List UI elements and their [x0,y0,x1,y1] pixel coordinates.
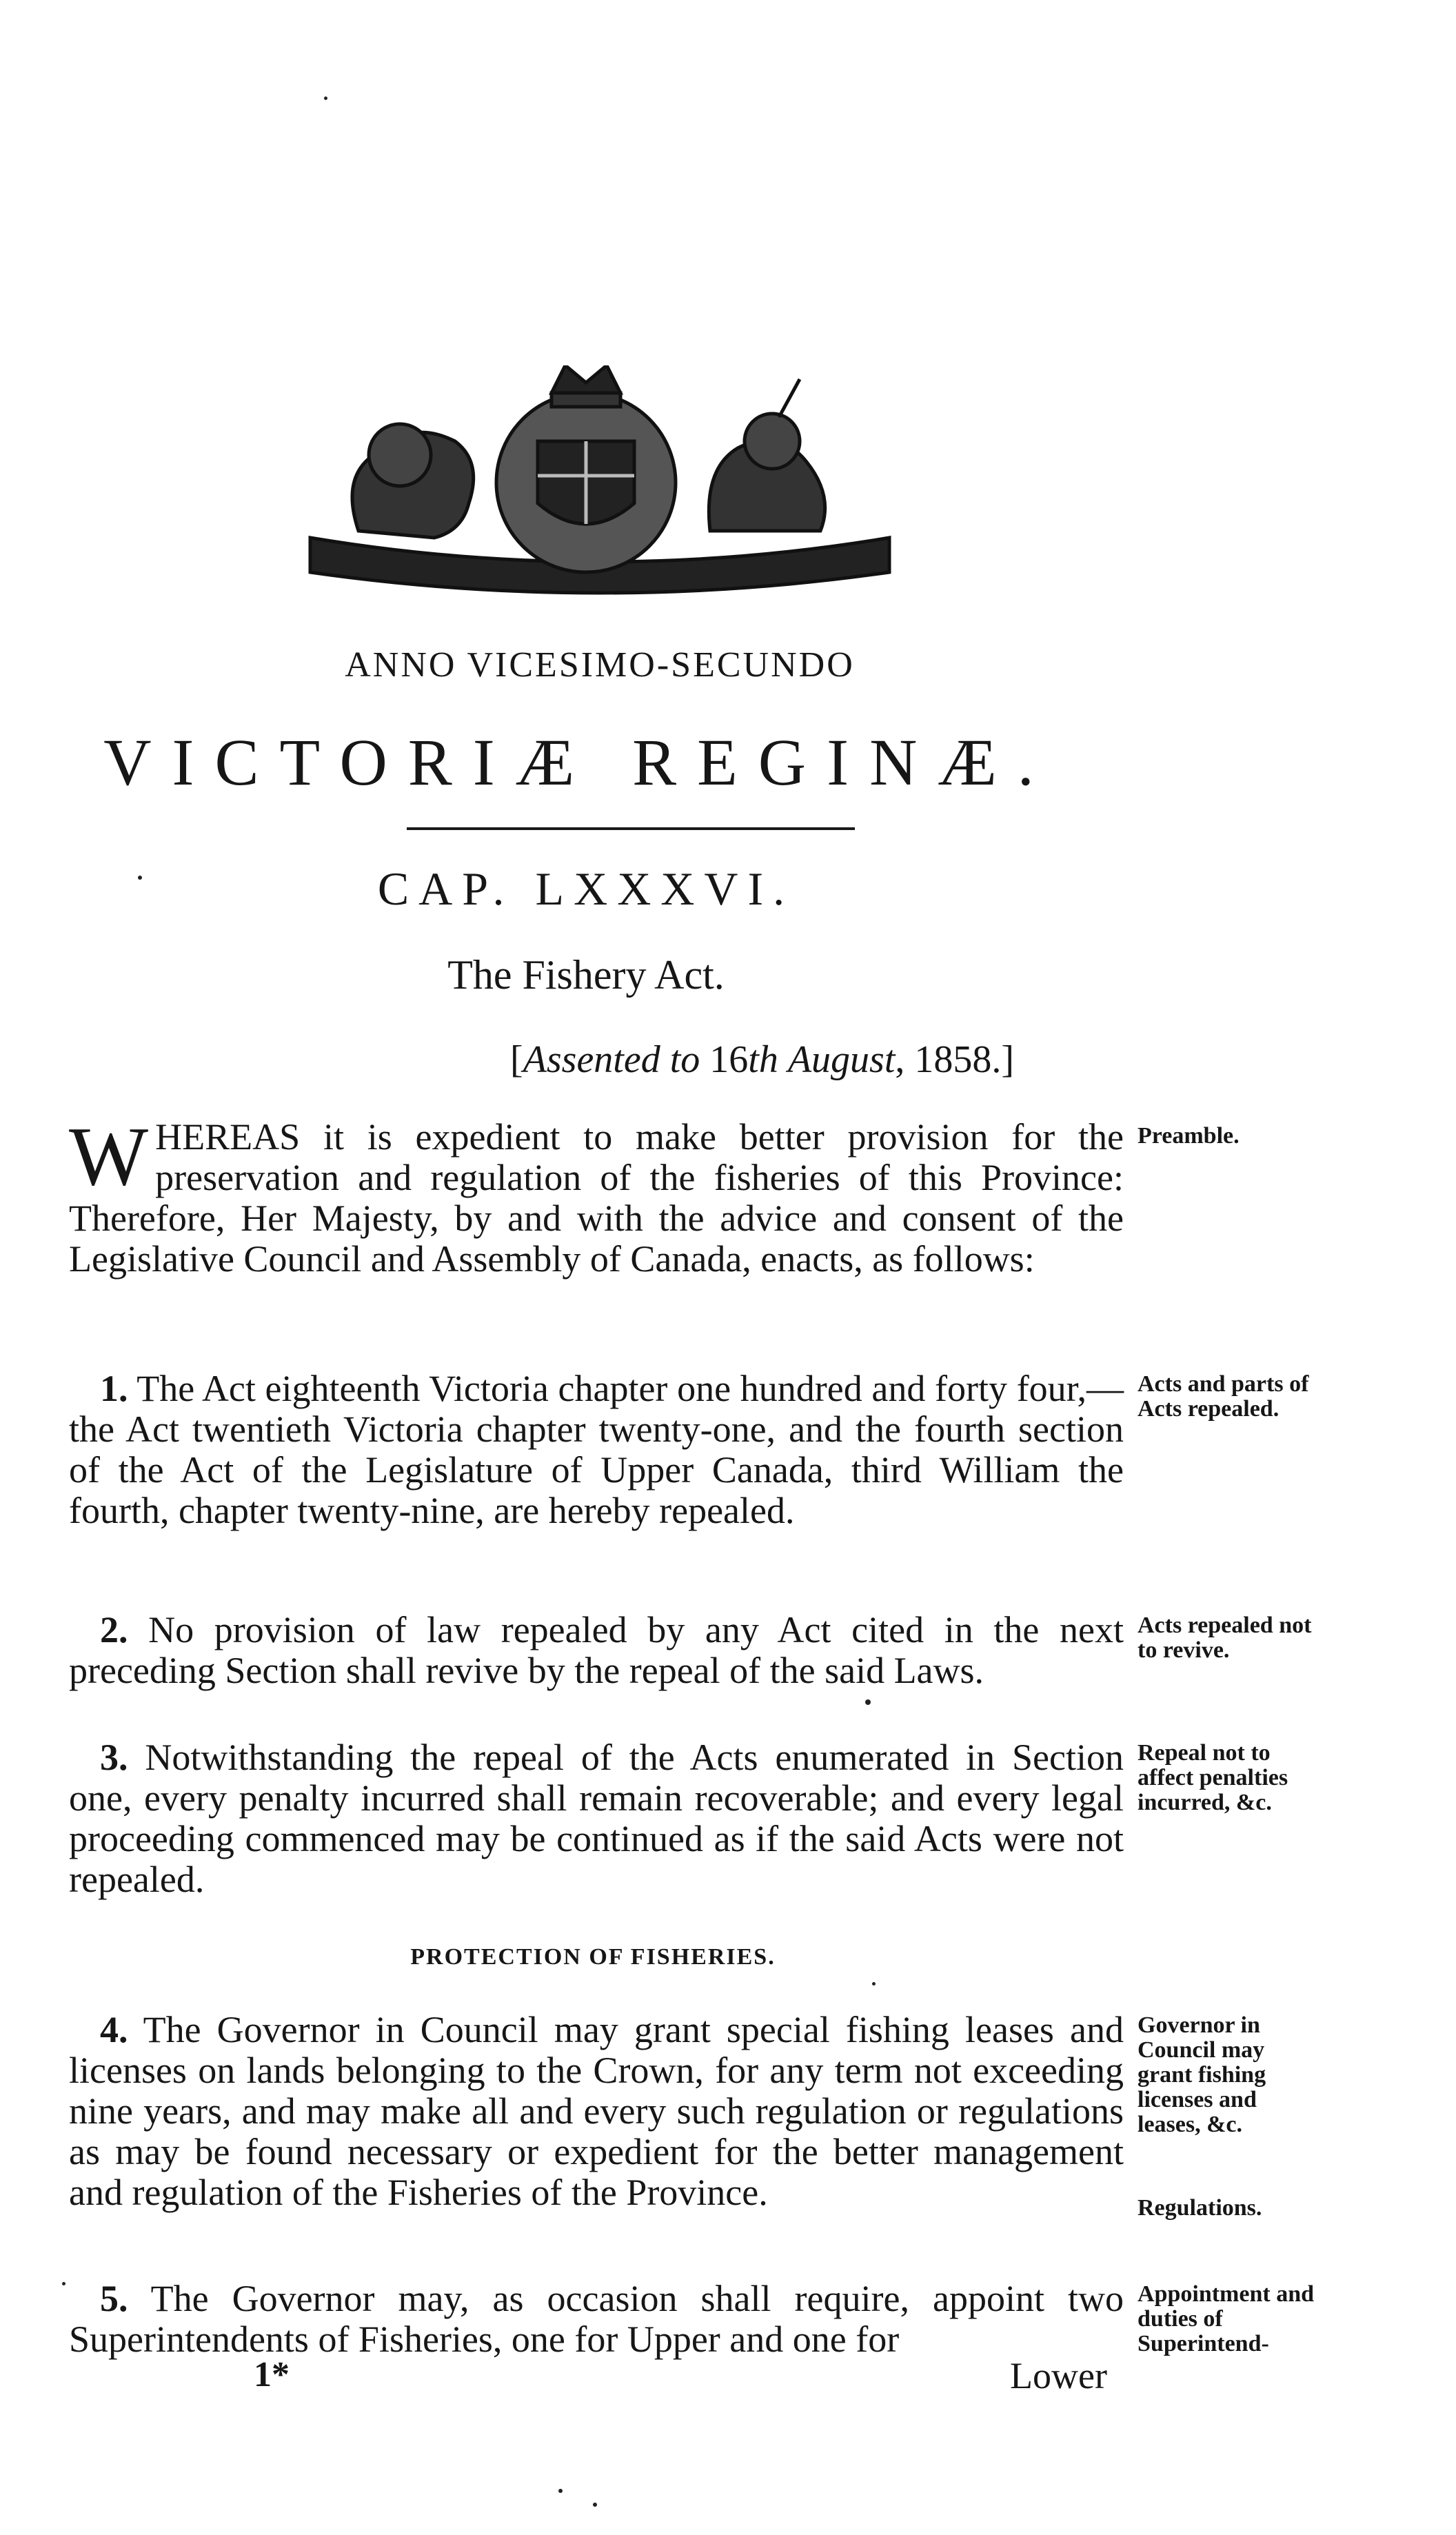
margin-note-section-4: Governor in Council may grant fishing licenses and leases, &c. [1138,2012,1266,2137]
scan-speck [324,97,327,100]
section-2 [69,1610,1124,1691]
signature-mark: 1* [254,2355,290,2394]
margin-note-section-2: Acts repealed not to revive. [1138,1613,1312,1663]
preamble-paragraph [69,1110,1124,1280]
royal-coat-of-arms-icon [296,365,903,614]
section-heading: PROTECTION OF FISHERIES. [410,1944,776,1970]
section-number: 2. [100,1609,128,1650]
preamble-text: HEREAS it is expedient to make better provision for the preservation and regulation of the fisheries of this Province: Therefore, Her Majesty, by and with the advice and consent of the Legislative Council and Assembly of Canada, enacts, as follows: [69,1116,1124,1280]
section-text: Notwithstanding the repeal of the Acts enumerated in Section one, every penalty incurred shall remain recoverable; and every legal proceeding commenced may be continued as if the said Acts were not repealed. [69,1737,1124,1900]
section-1 [69,1369,1124,1531]
section-5 [69,2279,1124,2360]
catchword: Lower [1010,2355,1107,2396]
dropcap: W [69,1110,149,1203]
margin-note-regulations: Regulations. [1138,2195,1262,2221]
scan-speck [62,2282,65,2285]
scan-speck [865,1699,871,1705]
title-rule [407,827,855,830]
section-number: 5. [100,2278,128,2319]
margin-note-preamble: Preamble. [1138,1123,1240,1149]
regnal-year-line: ANNO VICESIMO-SECUNDO [345,645,855,685]
act-title: The Fishery Act. [447,952,725,998]
section-text: No provision of law repealed by any Act cited in the next preceding Section shall revive by the repeal of the said Laws. [69,1609,1124,1691]
reign-title: VICTORIÆ REGINÆ. [103,725,1055,799]
margin-note-section-1: Acts and parts of Acts repealed. [1138,1371,1309,1422]
section-text: The Act eighteenth Victoria chapter one hundred and forty four,—the Act twentieth Victoria chapter twenty-one, and the fourth section of the Act of the Legislature of Upper Canada, third William the fourth, chapter twenty-nine, are hereby repealed. [69,1368,1124,1531]
section-number: 1. [100,1368,128,1409]
margin-note-section-3: Repeal not to affect penalties incurred, &c. [1138,1740,1288,1815]
section-4 [69,2010,1124,2213]
assent-line: [Assented to 16th August, 1858.] [510,1038,1015,1081]
scan-speck [138,876,142,880]
chapter-number: CAP. LXXXVI. [377,862,795,915]
section-3 [69,1737,1124,1900]
section-text: The Governor may, as occasion shall require, appoint two Superintendents of Fisheries, one for Upper and one for [69,2278,1124,2360]
scan-speck [558,2489,563,2493]
section-number: 4. [100,2009,128,2050]
scan-speck [872,1982,876,1986]
section-number: 3. [100,1737,128,1778]
scan-speck [593,2503,597,2507]
section-text: The Governor in Council may grant special fishing leases and licenses on lands belonging to the Crown, for any term not exceeding nine years, and may make all and every such regulation or regulations as may be found necessary or expedient for the better management and regulation of the Fisheries of the Province. [69,2009,1124,2213]
margin-note-section-5: Appointment and duties of Superintend- [1138,2281,1315,2356]
